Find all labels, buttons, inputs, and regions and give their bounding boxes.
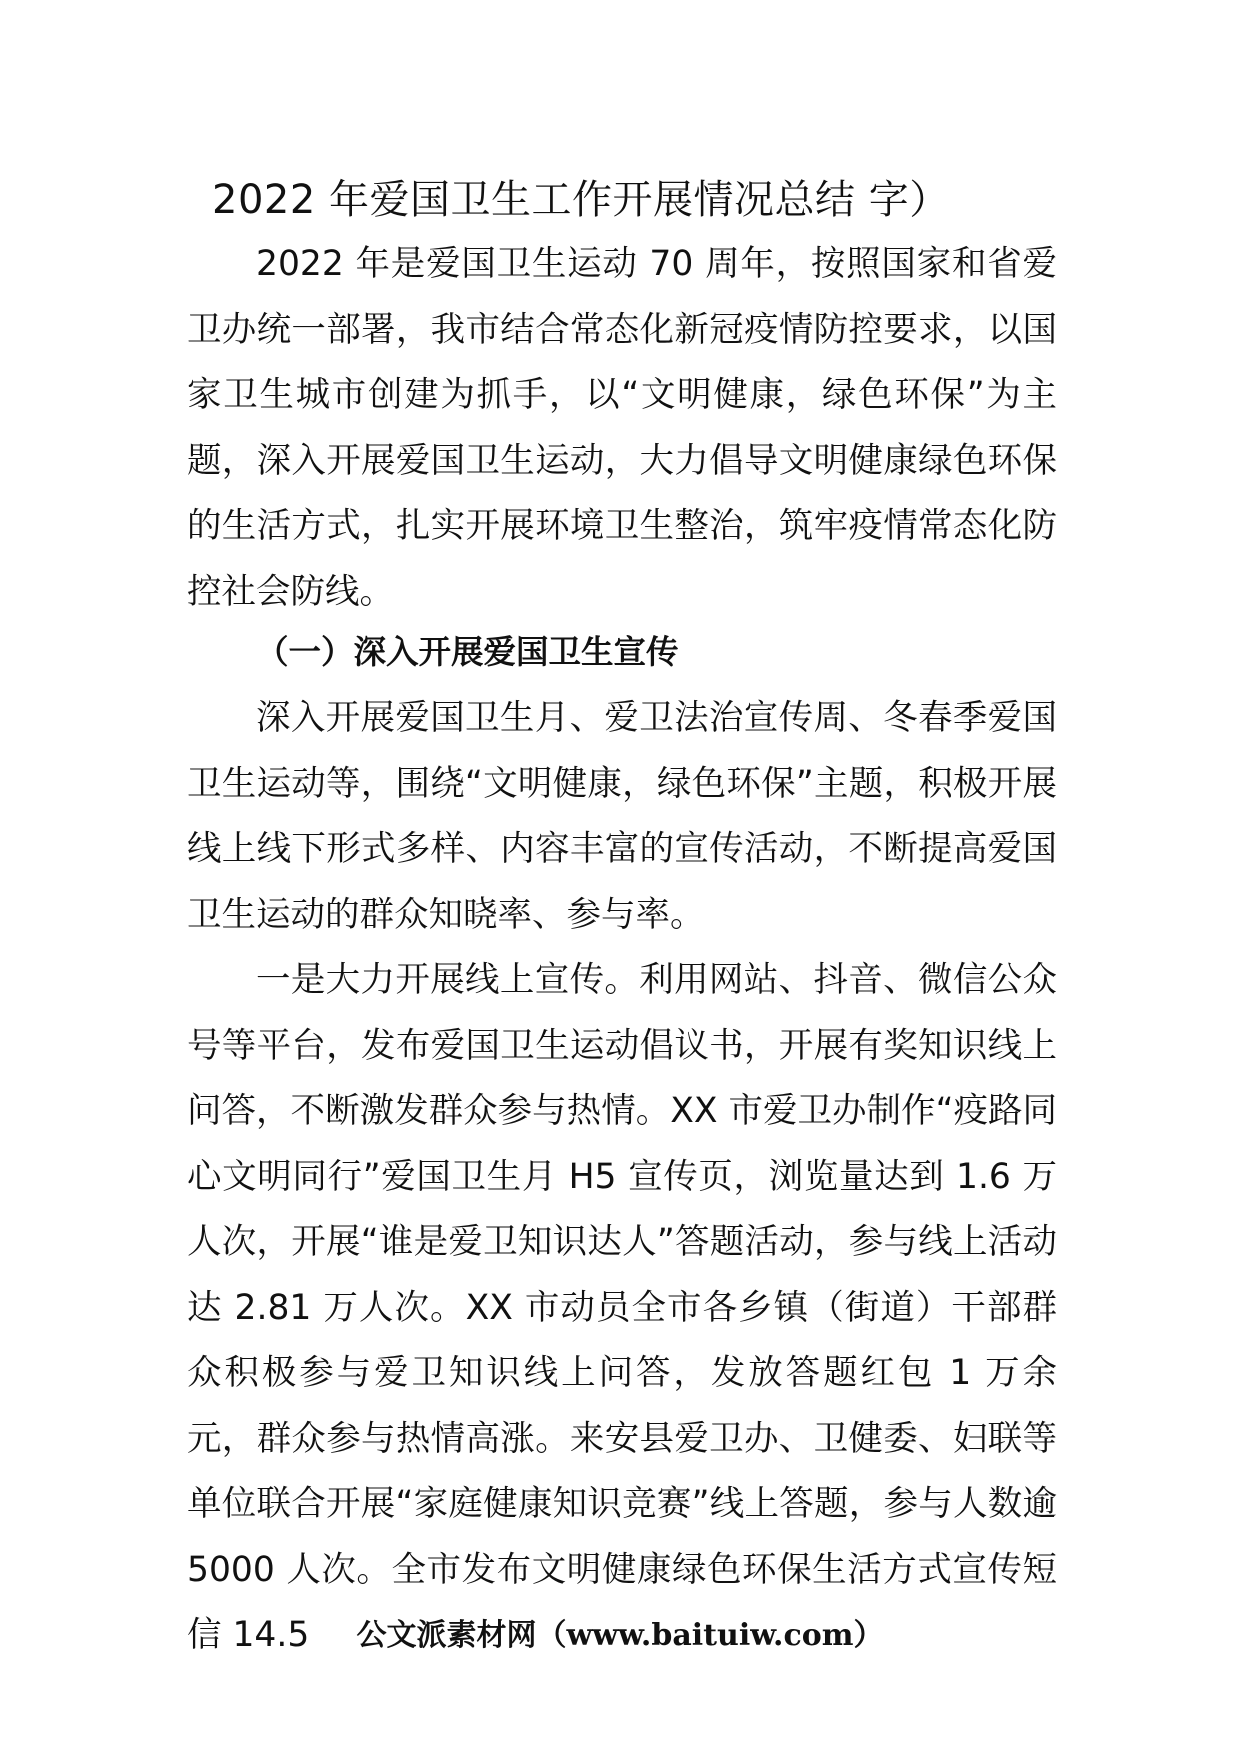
- section-1-paragraph: 深入开展爱国卫生月、爱卫法治宣传周、冬春季爱国卫生运动等，围绕“文明健康，绿色环保”主题，积极开展线上线下形式多样、内容丰富的宣传活动，不断提高爱国卫生运动的群众知晓率、参与率。: [187, 698, 1057, 935]
- intro-paragraph: 2022 年是爱国卫生运动 70 周年，按照国家和省爱卫办统一部署，我市结合常态化新冠疫情防控要求，以国家卫生城市创建为抓手，以“文明健康，绿色环保”为主题，深入开展爱国卫生运动，大力倡导文明健康绿色环保的生活方式，扎实开展环境卫生整治，筑牢疫情常态化防控社会防线。: [187, 244, 1057, 612]
- document-title: 2022 年爱国卫生工作开展情况总结 字）: [212, 177, 950, 223]
- online-publicity-paragraph: 一是大力开展线上宣传。利用网站、抖音、微信公众号等平台，发布爱国卫生运动倡议书，开展有奖知识线上问答，不断激发群众参与热情。XX 市爱卫办制作“疫路同心文明同行”爱国卫生月 H5 宣传页，浏览量达到 1.6 万人次，开展“谁是爱卫知识达人”答题活动，参与线上活动达 2.81 万人次。XX 市动员全市各乡镇（街道）干部群众积极参与爱卫知识线上问答，发放答题红包 1 万余元，群众参与热情高涨。来安县爱卫办、卫健委、妇联等单位联合开展“家庭健康知识竞赛”线上答题，参与人数逾 5000 人次。全市发布文明健康绿色环保生活方式宣传短信 14.5: [187, 960, 1057, 1655]
- section-heading-1: （一）深入开展爱国卫生宣传: [256, 633, 679, 671]
- footer-watermark: 公文派素材网（www.baituiw.com）: [356, 1618, 884, 1653]
